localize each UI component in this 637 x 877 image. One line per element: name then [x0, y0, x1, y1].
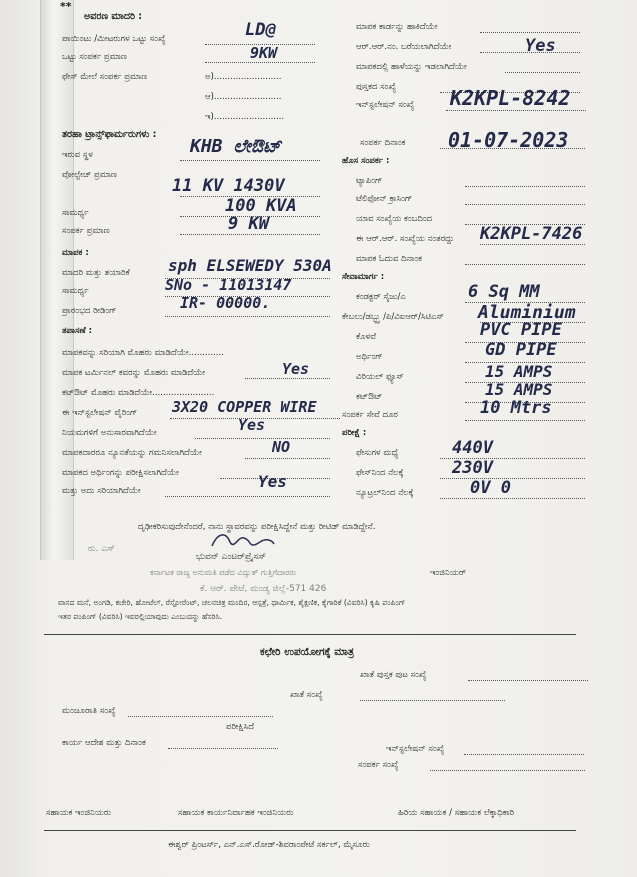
- transformer-place-value: KHB ಲೇಔಟ್: [190, 136, 281, 157]
- tapping-label: ಟ್ಯಾಪಿಂಗ್: [356, 176, 383, 186]
- checked-label: ಪರೀಕ್ಷಿಸಿದೆ: [226, 722, 255, 732]
- check-terminal-sealed: ಮಾಪಕ ಟರ್ಮಿನಲ್ ಕವರನ್ನು ಮೊಹರು ಮಾಡಿದೆಯೇ: [62, 368, 206, 378]
- total-load-line: [205, 62, 315, 63]
- meter-make-label: ಮಾದರಿ ಮತ್ತು ತಯಾರಿಕೆ: [62, 268, 130, 278]
- footer-divider: [44, 830, 576, 831]
- pipe-label: ಕೊಳವೆ: [356, 332, 377, 342]
- rr-after-line: [480, 244, 585, 245]
- meter-seal-line: [505, 72, 580, 73]
- service-main-title: ಸೇವಾಮಾರ್ಗ :: [342, 272, 385, 282]
- book-number-label: ಪುಸ್ತಕದ ಸಂಖ್ಯೆ: [356, 82, 397, 92]
- account-number-label: ಖಾತೆ ಸಂಖ್ಯೆ: [290, 690, 323, 700]
- telephone-crossing-line: [465, 204, 585, 205]
- margin-note: ರು. ಎಸ್: [88, 544, 115, 554]
- defects-noted-line: [245, 458, 330, 459]
- phase-earth-value: 230V: [452, 458, 493, 478]
- check-meter-sealed: ಮಾಪಕವನ್ನು ಸರಿಯಾಗಿ ಮೊಹರು ಮಾಡಿದೆಯೇ.............: [62, 348, 224, 358]
- rules-compliant-value: Yes: [238, 416, 266, 434]
- contractor-license: ಕರ್ನಾಟಕ ರಾಜ್ಯ ಅನುಮತಿ ಪಡೆದ ವಿದ್ಯುತ್ ಗುತ್ತಿಗೆದಾರರು: [150, 568, 297, 577]
- meter-card-label: ಮಾಪಕ ಕಾರ್ಡನ್ನು ಹಾಕಿದೆಯೇ: [356, 22, 438, 32]
- sanction-number-line: [128, 716, 273, 717]
- check-earthing-correct: ಮತ್ತು ಅದು ಸರಿಯಾಗಿದೆಯೇ: [62, 486, 141, 496]
- service-distance-value: 10 Mtrs: [480, 398, 552, 418]
- conductor-size-label: ಕಂಡಕ್ಟರ್ ಸೈಜು/ಎ: [356, 292, 406, 302]
- meter-read-date-line: [465, 264, 585, 265]
- total-load-label: ಒಟ್ಟು ಸಂಪರ್ಕ ಪ್ರಮಾಣ: [62, 52, 127, 62]
- stars-mark: **: [60, 0, 72, 13]
- connection-no-line: [430, 770, 585, 771]
- meter-section-label: ಮಾಪಕ :: [62, 248, 89, 258]
- installation-number-line: [446, 110, 586, 111]
- transformer-place-label: ಇರುವ ಸ್ಥಳ: [62, 150, 93, 160]
- office-use-title: ಕಛೇರಿ ಉಪಯೋಗಕ್ಕೆ ಮಾತ್ರ: [260, 646, 355, 658]
- phase-a-line: ಅ).........................: [205, 72, 282, 82]
- cable-type-value: Aluminium: [478, 302, 576, 323]
- earthing-correct-line: [165, 496, 330, 497]
- fuse-label: ವಿರಿಯಲ್ ಫ್ಯೂಸ್: [356, 372, 404, 382]
- contractor-name: ಭುವನ್ ಎಂಟರ್‌ಪ್ರೈಸಸ್: [196, 552, 266, 562]
- phase-b-line: ಆ).........................: [205, 92, 282, 102]
- pipe-value: PVC PIPE: [480, 320, 562, 340]
- service-distance-label: ಸಂಪರ್ಕ ಸೇವೆ ದೂರ: [342, 410, 398, 420]
- connection-date-value: 01-07-2023: [448, 128, 569, 152]
- sanction-number-label: ಮಂಜೂರಾತಿ ಸಂಖ್ಯೆ: [62, 706, 116, 716]
- accounts-officer-sign: ಹಿರಿಯ ಸಹಾಯಕ / ಸಹಾಯಕ ಲೆಕ್ಕಾಧಿಕಾರಿ: [398, 808, 515, 818]
- installation-no-label: ಇನ್‌ಸ್ಟಲೇಷನ್ ಸಂಖ್ಯೆ: [386, 744, 445, 754]
- transformer-place-line: [180, 160, 320, 161]
- rr-after-value: K2KPL-7426: [480, 224, 583, 244]
- section-title: ಅವರಣ ಮಾದರಿ :: [84, 11, 143, 22]
- cutout-value: 15 AMPS: [485, 380, 553, 399]
- new-connection-title: ಹೊಸ ಸಂಪರ್ಕ :: [342, 156, 390, 166]
- rules-compliant-line: [195, 438, 330, 439]
- meter-capacity-label: ಸಾಮರ್ಥ್ಯ: [62, 286, 89, 296]
- earthing-value: GD PIPE: [485, 340, 557, 360]
- cable-type-label: ಕೇಬಲು/ಡಬ್ಬ್ಲ್ಯು/ಪಿ/ವಿಐಆರ್/ಸಿಟಿಎಸ್: [342, 312, 444, 322]
- service-distance-line: [465, 420, 585, 421]
- earthing-label: ಅರ್ಥಿಂಗ್: [356, 352, 383, 362]
- phase-phase-label: ಫೇಸುಗಳ ಮಧ್ಯೆ: [356, 448, 399, 458]
- declaration-text: ದೃಢೀಕರಿಸುವುದೇನೆಂದರೆ, ನಾನು ಸ್ಥಾವರವನ್ನು ಪರೀಕ್ಷಿಸಿದ್ದೇನೆ ಮತ್ತು ರೀಟಿಡ್ ಮಾಡಿದ್ದೇನೆ.: [138, 522, 376, 532]
- rr-written-label: ಆರ್.ಆರ್.ನಂ. ಬರೆಯಲಾಗಿದೆಯೇ: [356, 42, 452, 52]
- ledger-page-label: ಖಾತೆ ಪುಸ್ತಕ ಪುಟ ಸಂಖ್ಯೆ: [360, 670, 427, 680]
- printer-footer: ಈಶ್ವರ್ ಪ್ರಿಂಟರ್ಸ್, ಎನ್.ಎಸ್.ರೋಡ್-ಶಿವರಾಂಪೇಟೆ ಸರ್ಕಲ್, ಮೈಸೂರು: [168, 840, 370, 850]
- installation-number-label: ಇನ್‌ಸ್ಟಲೇಷನ್ ಸಂಖ್ಯೆ: [356, 100, 415, 110]
- tapping-line: [465, 186, 585, 187]
- phase-phase-value: 440V: [452, 438, 493, 458]
- phase-earth-label: ಫೇಸ್‌ನಿಂದ ನೆಲಕ್ಕೆ: [356, 468, 404, 478]
- transformer-load-value: 9 KW: [228, 214, 269, 234]
- purpose-line-1: ವಾಸದ ಮನೆ, ಅಂಗಡಿ, ಕಚೇರಿ, ಹೋಟೆಲ್, ರೆಸ್ಟೋರೆಂಟ್, ಚಲನಚಿತ್ರ ಮಂದಿರ, ಆಸ್ಪತ್ರೆ, ಧಾರ್ಮಿಕ, ಶೈಕ್ಷಣಿಕ, ಕೈಗಾರಿಕೆ (ವಿವರಿಸಿ) ಕೃಷಿ ಪಂಪಿಂಗ್: [58, 598, 406, 607]
- contractor-signature: [208, 528, 278, 554]
- ledger-page-line: [468, 680, 588, 681]
- connection-no-label: ಸಂಪರ್ಕ ಸಂಖ್ಯೆ: [358, 760, 399, 770]
- phase-load-label: ಫೇಸ್ ಮೇಲೆ ಸಂಪರ್ಕ ಪ್ರಮಾಣ: [62, 72, 148, 82]
- meter-card-line: [480, 32, 580, 33]
- terminal-sealed-line: [245, 378, 330, 379]
- work-order-label: ಕಾರ್ಯ ಆದೇಶ ಮತ್ತು ದಿನಾಂಕ: [62, 738, 146, 748]
- fuse-value: 15 AMPS: [485, 362, 553, 381]
- asst-engineer-sign: ಸಹಾಯಕ ಇಂಜಿನಿಯರು: [46, 808, 112, 818]
- total-load-value: 9KW: [250, 44, 278, 62]
- neutral-earth-value: 0V 0: [470, 478, 511, 498]
- meter-reading-line: [165, 316, 330, 317]
- transformer-capacity-label: ಸಾಮರ್ಥ್ಯ: [62, 208, 89, 218]
- defects-noted-value: NO: [272, 438, 291, 456]
- rr-after-label: ಈ ಆರ್.ಆರ್. ಸಂಖ್ಯೆಯ ನಂತರದ್ದು: [356, 234, 455, 244]
- test-title: ಪರೀಕ್ಷೆ :: [342, 428, 367, 438]
- asst-exec-engineer-sign: ಸಹಾಯಕ ಕಾರ್ಯನಿರ್ವಾಹಕ ಇಂಜಿನಿಯರು: [178, 808, 294, 818]
- section-divider: [44, 634, 576, 635]
- contractor-address: ಕೆ. ಆರ್. ಪೇಟೆ, ಮಂಡ್ಯ ಜಿಲ್ಲೆ-571 426: [200, 584, 327, 594]
- installation-no-line: [464, 754, 584, 755]
- check-rules-compliant: ನಿಯಮಗಳಿಗೆ ಅನುಸಾರವಾಗಿದೆಯೇ: [62, 428, 157, 438]
- rr-written-value: Yes: [525, 36, 556, 56]
- meter-seal-label: ಮಾಪಕದಲ್ಲಿ ಹಾಳೆಯನ್ನು ಇಡಲಾಗಿದೆಯೇ: [356, 62, 467, 72]
- phase-c-line: ಇ)..........................: [205, 112, 285, 122]
- cutout-label: ಕಟ್‌ಔಟ್: [356, 392, 383, 402]
- check-defects-noted: ಮಾಪಕದಾರರೂ ನ್ಯೂನತೆಯನ್ನು ಗಮನಿಸಲಾಗಿದೆಯೇ: [62, 448, 202, 458]
- phase-earth-line: [440, 478, 585, 479]
- meter-read-date-label: ಮಾಪಕ ಓದುವ ದಿನಾಂಕ: [356, 254, 422, 264]
- installation-number-value: K2KPL-8242: [450, 86, 571, 110]
- meter-reading-value: IR- 00000.: [180, 294, 271, 312]
- transformer-load-label: ಸಂಪರ್ಕ ಪ್ರಮಾಣ: [62, 226, 110, 236]
- transformer-title: ತರಹಾ ಟ್ರಾನ್ಸ್‌ಫಾರ್ಮರುಗಳು :: [62, 129, 157, 140]
- earthing-correct-value: Yes: [258, 472, 287, 491]
- wiring-value: 3X20 COPPER WIRE: [172, 398, 317, 416]
- transformer-voltage-value: 11 KV 1430V: [172, 176, 285, 196]
- meter-reading-label: ಪ್ರಾರಂಭದ ರೀಡಿಂಗ್: [62, 306, 117, 316]
- engineer-label: ಇಂಜಿನಿಯರ್: [430, 568, 467, 578]
- neutral-earth-line: [440, 498, 585, 499]
- connection-date-label: ಸಂಪರ್ಕ ದಿನಾಂಕ: [360, 138, 406, 148]
- meter-make-value: sph ELSEWEDY 530A: [168, 256, 332, 275]
- pole-count-value: LD@: [245, 20, 276, 40]
- check-earthing-tested: ಮಾಪಕದ ಅರ್ಥಿಂಗನ್ನು ಪರೀಕ್ಷಿಸಲಾಗಿದೆಯೇ: [62, 468, 179, 478]
- checks-title: ತಪಾಸಣೆ :: [62, 326, 93, 336]
- conductor-size-value: 6 Sq MM: [468, 282, 540, 302]
- meter-serial-value: SNo - 11013147: [165, 276, 292, 294]
- transformer-voltage-label: ವೋಲ್ಟೇಜ್ ಪ್ರಮಾಣ: [62, 170, 117, 180]
- pole-count-label: ಪಾಯಿಂಟು /ಮೀಟರುಗಳ ಒಟ್ಟು ಸಂಖ್ಯೆ: [62, 34, 166, 44]
- pole-from-label: ಯಾವ ಸಂಖ್ಯೆಯ ಕಂಬದಿಂದ: [356, 214, 433, 224]
- check-cutout-sealed: ಕಟ್‌ಔಟ್ ಮೊಹರು ಮಾಡಿದೆಯೇ.......................: [62, 388, 215, 398]
- account-number-line: [360, 700, 505, 701]
- telephone-crossing-label: ಟೆಲಿಫೋನ್ ಕ್ರಾಸಿಂಗ್: [356, 194, 413, 204]
- check-wiring-label: ಈ ಇನ್‌ಸ್ಟಲೇಷನ್ ವೈರಿಂಗ್: [62, 408, 138, 418]
- work-order-line: [168, 748, 278, 749]
- terminal-sealed-value: Yes: [282, 360, 310, 378]
- purpose-line-2: ಇತರ ಪಂಪಿಂಗ್ (ವಿವರಿಸಿ) ಇವರಲ್ಲಿಯಾವುದು ಎಂಬುದನ್ನು ಹೆಸರಿಸಿ.: [58, 612, 223, 621]
- neutral-earth-label: ನ್ಯೂಟ್ರಲ್‌ನಿಂದ ನೆಲಕ್ಕೆ: [356, 488, 414, 498]
- transformer-capacity-value: 100 KVA: [225, 196, 297, 216]
- transformer-load-line: [180, 234, 320, 235]
